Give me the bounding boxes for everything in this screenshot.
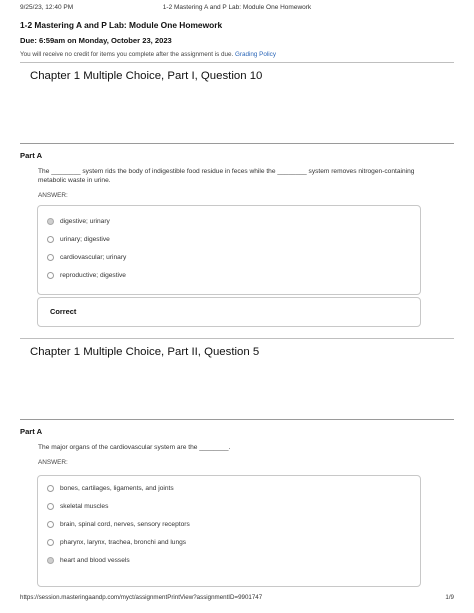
option-label: skeletal muscles: [60, 503, 109, 510]
radio-icon[interactable]: [47, 485, 54, 492]
feedback-correct: Correct: [50, 307, 77, 316]
question-title: Chapter 1 Multiple Choice, Part I, Question 10: [30, 70, 263, 82]
print-page-title: 1-2 Mastering A and P Lab: Module One Homework: [162, 4, 312, 11]
divider: [20, 62, 454, 63]
option-label: heart and blood vessels: [60, 557, 130, 564]
grading-policy-link[interactable]: Grading Policy: [235, 51, 276, 58]
due-date: Due: 6:59am on Monday, October 23, 2023: [20, 36, 172, 45]
radio-selected-icon[interactable]: [47, 218, 54, 225]
answer-option[interactable]: [47, 503, 108, 510]
option-label: reproductive; digestive: [60, 272, 126, 279]
divider: [20, 338, 454, 339]
option-label: urinary; digestive: [60, 236, 110, 243]
credit-note-text: You will receive no credit for items you complete after the assignment is due.: [20, 51, 234, 58]
answer-label: ANSWER:: [38, 192, 68, 199]
part-header: Part A: [20, 419, 454, 436]
option-label: cardiovascular; urinary: [60, 254, 127, 261]
answer-option[interactable]: [47, 557, 130, 564]
answer-option[interactable]: [47, 218, 110, 225]
option-label: brain, spinal cord, nerves, sensory receptors: [60, 521, 190, 528]
radio-icon[interactable]: [47, 503, 54, 510]
page-number: 1/9: [445, 594, 454, 601]
answer-options: [37, 475, 421, 587]
option-label: digestive; urinary: [60, 218, 110, 225]
radio-icon[interactable]: [47, 236, 54, 243]
radio-selected-icon[interactable]: [47, 557, 54, 564]
question-text: The major organs of the cardiovascular system are the ________.: [38, 444, 231, 451]
feedback-box: [37, 297, 421, 327]
answer-options: [37, 205, 421, 295]
answer-option[interactable]: [47, 236, 110, 243]
question-text: The ________ system rids the body of indigestible food residue in feces while the ________ system removes nitrogen-containing metabolic waste in urine.: [38, 168, 415, 184]
answer-option[interactable]: [47, 272, 126, 279]
answer-option[interactable]: [47, 254, 126, 261]
answer-label: ANSWER:: [38, 459, 68, 466]
radio-icon[interactable]: [47, 272, 54, 279]
part-header: Part A: [20, 143, 454, 160]
answer-option[interactable]: [47, 521, 190, 528]
question-title: Chapter 1 Multiple Choice, Part II, Question 5: [30, 346, 260, 358]
credit-note: [20, 51, 276, 58]
option-label: pharynx, larynx, trachea, bronchi and lungs: [60, 539, 187, 546]
assignment-title: 1-2 Mastering A and P Lab: Module One Homework: [20, 20, 223, 30]
print-datetime: 9/25/23, 12:40 PM: [20, 4, 74, 11]
answer-option[interactable]: [47, 485, 174, 492]
option-label: bones, cartilages, ligaments, and joints: [60, 485, 174, 492]
radio-icon[interactable]: [47, 521, 54, 528]
print-url: https://session.masteringaandp.com/myct/assignmentPrintView?assignmentID=9901747: [20, 594, 263, 601]
radio-icon[interactable]: [47, 539, 54, 546]
radio-icon[interactable]: [47, 254, 54, 261]
answer-option[interactable]: [47, 539, 186, 546]
